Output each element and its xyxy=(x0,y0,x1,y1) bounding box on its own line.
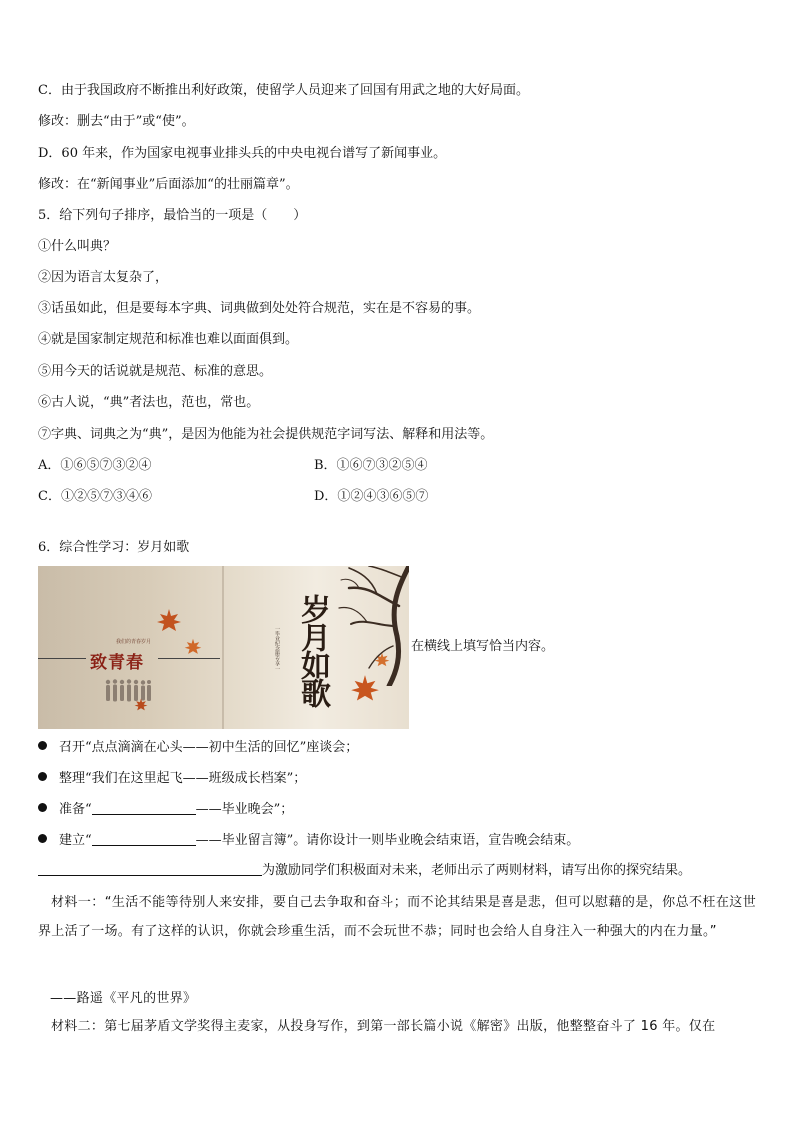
bullet-dot-icon xyxy=(38,834,47,843)
option-c: C．①②⑤⑦③④⑥ xyxy=(38,489,152,504)
maple-leaf-icon xyxy=(134,698,148,712)
bullet-item-2: 整理“我们在这里起飞——班级成长档案”； xyxy=(38,770,306,788)
option-d: D．①②④③⑥⑤⑦ xyxy=(314,489,429,504)
c-option-line: C．由于我国政府不断推出利好政策，使留学人员迎来了回国有用武之地的大好局面。 xyxy=(38,83,529,98)
material-two: 材料二：第七届茅盾文学奖得主麦家，从投身写作，到第一部长篇小说《解密》出版，他整整奋斗了 16 年。仅在 xyxy=(51,1019,716,1034)
sentence-5: ⑤用今天的话说就是规范、标准的意思。 xyxy=(38,364,273,379)
d-option-line: D．60 年来，作为国家电视事业排头兵的中央电视台谱写了新闻事业。 xyxy=(38,146,447,161)
question-6-title: 6．综合性学习：岁月如歌 xyxy=(38,540,190,555)
answer-blank[interactable] xyxy=(92,801,196,815)
maple-leaf-icon xyxy=(156,608,182,634)
picture-rule-mid xyxy=(158,658,220,659)
picture-title-left: 致青春 xyxy=(90,653,144,673)
picture-small-right: 一毕业纪念册专享一 xyxy=(274,626,280,671)
sentence-2: ②因为语言太复杂了， xyxy=(38,270,169,285)
picture-small-left: 我们的青春岁月 xyxy=(116,639,152,645)
bullet-item-4: 建立“ ——毕业留言簿”。请你设计一则毕业晚会结束语，宣告晚会结束。 xyxy=(38,832,579,850)
maple-leaf-icon xyxy=(184,638,202,656)
bullet-dot-icon xyxy=(38,741,47,750)
question-6-instruction: 在横线上填写恰当内容。 xyxy=(411,639,555,654)
question-5: 5．给下列句子排序，最恰当的一项是（ ） xyxy=(38,208,307,223)
sentence-4: ④就是国家制定规范和标准也难以面面俱到。 xyxy=(38,332,299,347)
picture-rule-left xyxy=(38,658,86,659)
theme-picture xyxy=(38,566,409,729)
answer-blank-long[interactable] xyxy=(38,862,262,876)
c-fix-line: 修改：删去“由于”或“使”。 xyxy=(38,114,195,129)
bullet-item-3: 准备“ ——毕业晚会”； xyxy=(38,801,293,819)
option-b: B．①⑥⑦③②⑤④ xyxy=(314,458,428,473)
material-one: 材料一：“生活不能等待别人来安排，要自己去争取和奋斗；而不论其结果是喜是悲，但可以慰藉的是，你总不枉在这世界上活了一场。有了这样的认识，你就会珍重生活，而不会玩世不恭；同时也会给人自身注入一种强大的内在力量。” xyxy=(38,895,756,939)
option-a: A．①⑥⑤⑦③②④ xyxy=(38,458,152,473)
bullet-dot-icon xyxy=(38,803,47,812)
sentence-3: ③话虽如此，但是要每本字典、词典做到处处符合规范，实在是不容易的事。 xyxy=(38,301,481,316)
d-fix-line: 修改：在“新闻事业”后面添加“的壮丽篇章”。 xyxy=(38,177,299,192)
answer-blank[interactable] xyxy=(92,832,196,846)
sentence-6: ⑥古人说，“典”者法也，范也，常也。 xyxy=(38,395,260,410)
bullet-item-1: 召开“点点滴滴在心头——初中生活的回忆”座谈会； xyxy=(38,739,358,757)
long-blank-line: 为激励同学们积极面对未来，老师出示了两则材料，请写出你的探究结果。 xyxy=(38,862,691,880)
material-one-source: ——路遥《平凡的世界》 xyxy=(50,991,197,1006)
picture-calligraphy-title: 岁月如歌 xyxy=(295,594,330,706)
bullet-dot-icon xyxy=(38,772,47,781)
sentence-7: ⑦字典、词典之为“典”，是因为他能为社会提供规范字词写法、解释和用法等。 xyxy=(38,427,494,442)
sentence-1: ①什么叫典？ xyxy=(38,239,117,254)
